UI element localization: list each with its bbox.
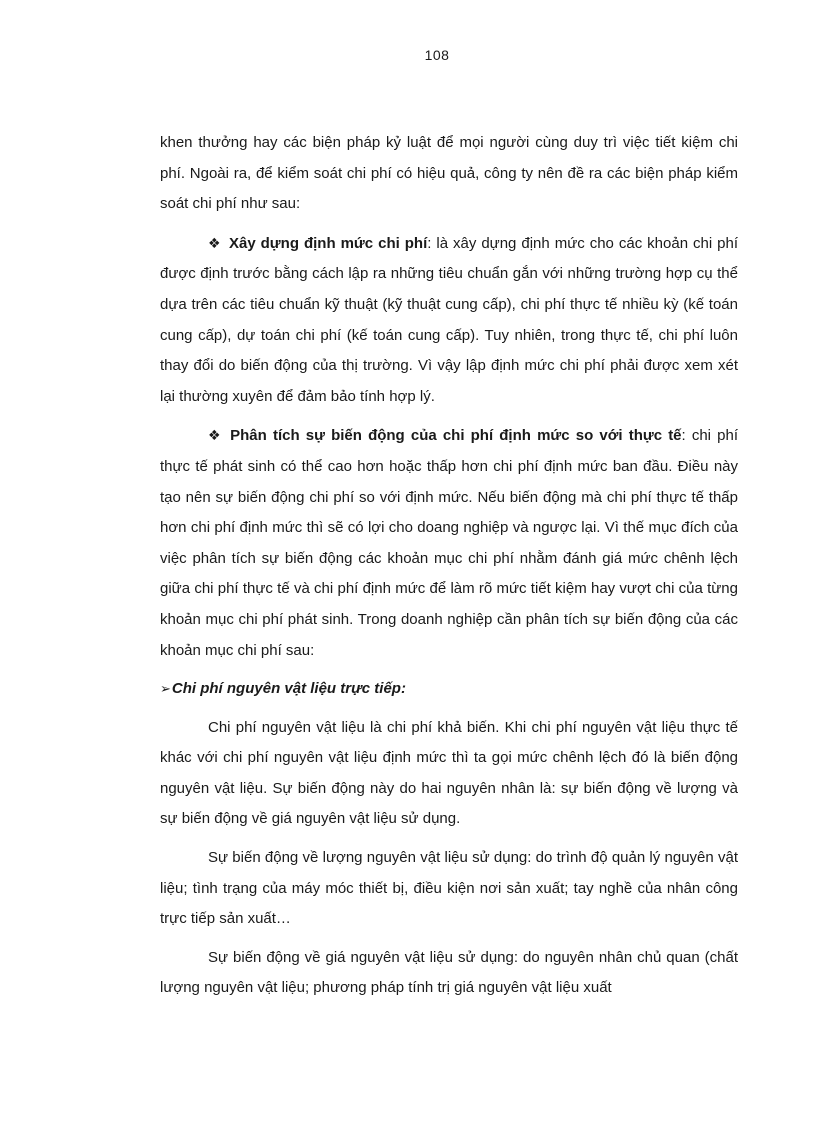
document-body (160, 128, 738, 1012)
section-heading (160, 674, 738, 705)
diamond-bullet-icon: ❖ (208, 427, 221, 444)
paragraph-quantity-variance: Sự biến động về lượng nguyên vật liệu sử dụng: do trình độ quản lý nguyên vật liệu; tình trạng của máy móc thiết bị, điều kiện nơi sản xuất; tay nghề của nhân công trực tiếp sản xuất… (160, 849, 738, 928)
arrow-bullet-icon: ➢ (160, 681, 171, 697)
section-heading-text: Chi phí nguyên vật liệu trực tiếp: (171, 680, 406, 698)
diamond-bullet-icon: ❖ (208, 234, 221, 251)
paragraph-price-variance: Sự biến động về giá nguyên vật liệu sử dụng: do nguyên nhân chủ quan (chất lượng nguyên vật liệu; phương pháp tính trị giá nguyên vật liệu xuất (160, 948, 738, 997)
page-number: 108 (424, 47, 450, 63)
paragraph-intro: khen thưởng hay các biện pháp kỷ luật để mọi người cùng duy trì việc tiết kiệm chi phí. Ngoài ra, để kiểm soát chi phí có hiệu quả, công ty nên đề ra các biện pháp kiểm soát chi phí như sau: (160, 134, 738, 213)
bullet-body-variance-analysis: : chi phí thực tế phát sinh có thể cao hơn hoặc thấp hơn chi phí định mức ban đầu. Điều này tạo nên sự biến động chi phí so với định mức. Nếu biến động mà chi phí thực tế thấp hơn chi phí định mức thì sẽ có lợi cho doang nghiệp và ngược lại. Vì thế mục đích của việc phân tích sự biến động các khoản mục chi phí nhằm đánh giá mức chênh lệch giữa chi phí thực tế và chi phí định mức để làm rõ mức tiết kiệm hay vượt chi của từng khoản mục chi phí phát sinh. Trong doanh nghiệp cần phân tích sự biến động của các khoản mục chi phí sau: (160, 427, 738, 659)
bullet-item-variance-analysis (160, 420, 738, 666)
bullet-title-variance-analysis: Phân tích sự biến động của chi phí định mức so với thực tế (230, 427, 682, 445)
bullet-item-standard-cost (160, 228, 738, 413)
bullet-title-standard-cost: Xây dựng định mức chi phí (228, 234, 428, 252)
bullet-body-standard-cost: : là xây dựng định mức cho các khoản chi phí được định trước bằng cách lập ra những tiêu chuẩn gắn với những trường hợp cụ thể dựa trên các tiêu chuẩn kỹ thuật (kỹ thuật cung cấp), chi phí thực tế nhiều kỳ (kế toán cung cấp), dự toán chi phí (kế toán cung cấp). Tuy nhiên, trong thực tế, chi phí luôn thay đổi do biến động của thị trường. Vì vậy lập định mức chi phí phải được xem xét lại thường xuyên để đảm bảo tính hợp lý. (160, 234, 738, 405)
paragraph-material-cost: Chi phí nguyên vật liệu là chi phí khả biến. Khi chi phí nguyên vật liệu thực tế khác với chi phí nguyên vật liệu định mức thì ta gọi mức chênh lệch đó là biến động nguyên vật liệu. Sự biến động này do hai nguyên nhân là: sự biến động về lượng và sự biến động về giá nguyên vật liệu sử dụng. (160, 718, 738, 828)
